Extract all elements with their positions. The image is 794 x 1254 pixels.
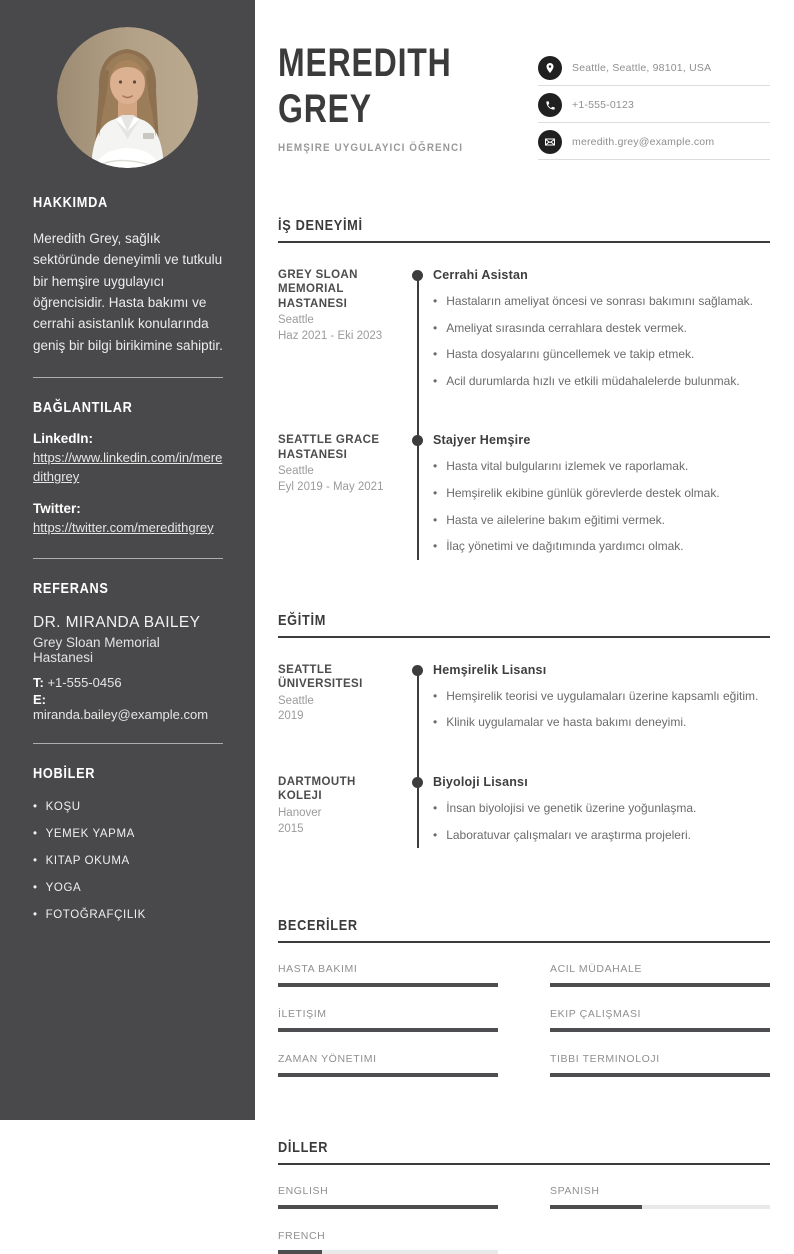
- skill-bar-fill: [278, 1073, 498, 1077]
- hobby-item: • YOGA: [33, 882, 223, 894]
- hobby-list: [33, 801, 223, 921]
- entry-detail: [406, 775, 770, 854]
- contact-row-email: [538, 130, 770, 160]
- sidebar: [0, 0, 255, 1120]
- skill-bar-fill: [550, 1028, 770, 1032]
- email-value: miranda.bailey@example.com: [33, 707, 209, 723]
- experience-section: [278, 217, 770, 566]
- education-section: [278, 612, 770, 854]
- avatar-illustration: [57, 27, 198, 168]
- school-location: Hanover: [278, 806, 322, 819]
- language-bar: [278, 1250, 498, 1254]
- email-prefix: E:: [33, 692, 46, 708]
- link-item-linkedin: [33, 431, 223, 487]
- hobby-item: • KOŞU: [33, 801, 223, 813]
- phone-icon: [538, 93, 562, 117]
- contact-block: [538, 56, 770, 167]
- job-title: Stajyer Hemşire: [433, 433, 531, 448]
- languages-grid: [278, 1185, 770, 1254]
- experience-heading: İŞ DENEYİMİ: [278, 217, 363, 234]
- about-text: Meredith Grey, sağlık sektöründe deneyimli ve tutkulu bir hemşire uygulayıcı öğrencisidir. Hasta bakımı ve cerrahi asistanlık konularında geniş bir bilgi birikimine sahiptir.: [33, 231, 223, 353]
- experience-entry: [278, 268, 770, 400]
- skill-bar: [278, 1028, 498, 1032]
- links-heading: BAĞLANTILAR: [33, 398, 133, 416]
- entry-meta: [278, 433, 406, 565]
- reference-email: [33, 692, 223, 722]
- reference-phone: [33, 675, 223, 690]
- skill-item: [278, 1053, 498, 1077]
- languages-heading: DİLLER: [278, 1139, 329, 1157]
- school-name: DARTMOUTH KOLEJI: [278, 775, 356, 803]
- name-line-1: MEREDITH: [278, 41, 452, 85]
- skill-label: TIBBI TERMINOLOJI: [550, 1053, 660, 1066]
- bullet-item: • Klinik uygulamalar ve hasta bakımı deneyimi.: [433, 715, 770, 731]
- sidebar-divider: [33, 743, 223, 744]
- email-icon: [538, 130, 562, 154]
- skills-section: [278, 917, 770, 1077]
- bullet-item: • Hastaların ameliyat öncesi ve sonrası bakımını sağlamak.: [433, 294, 770, 310]
- language-item: [550, 1185, 770, 1209]
- skill-item: [278, 963, 498, 987]
- linkedin-link[interactable]: https://www.linkedin.com/in/meredithgrey: [33, 449, 223, 485]
- bullet-item: • İnsan biyolojisi ve genetik üzerine yoğunlaşma.: [433, 801, 770, 817]
- language-item: [278, 1185, 498, 1209]
- section-rule: [278, 1163, 770, 1165]
- degree-bullets: [433, 801, 770, 843]
- school-dates: 2019: [278, 710, 304, 723]
- skill-item: [550, 1053, 770, 1077]
- reference-org: Grey Sloan Memorial Hastanesi: [33, 635, 160, 666]
- languages-section: [278, 1139, 770, 1254]
- skill-label: İLETIŞIM: [278, 1008, 327, 1021]
- header: [278, 40, 770, 167]
- entry-detail: [406, 663, 770, 742]
- skill-bar-fill: [278, 983, 498, 987]
- contact-row-location: [538, 56, 770, 86]
- reference-heading: REFERANS: [33, 580, 109, 598]
- language-label: FRENCH: [278, 1230, 326, 1243]
- bullet-item: • Ameliyat sırasında cerrahlara destek vermek.: [433, 321, 770, 337]
- hobby-item: • KITAP OKUMA: [33, 855, 223, 867]
- language-bar-fill: [278, 1205, 498, 1209]
- job-bullets: [433, 459, 770, 554]
- language-label: ENGLISH: [278, 1185, 329, 1198]
- about-section: [33, 194, 223, 356]
- job-title: Cerrahi Asistan: [433, 268, 528, 282]
- skill-label: HASTA BAKIMI: [278, 963, 358, 976]
- reference-section: [33, 580, 223, 722]
- language-bar: [278, 1205, 498, 1209]
- link-label: Twitter:: [33, 500, 81, 516]
- school-dates: 2015: [278, 822, 304, 835]
- phone-prefix: T:: [33, 675, 44, 691]
- skill-bar-fill: [278, 1028, 498, 1032]
- name-block: [278, 40, 495, 167]
- degree-title: Hemşirelik Lisansı: [433, 662, 547, 677]
- school-location: Seattle: [278, 694, 314, 707]
- bullet-item: • Hasta vital bulgularını izlemek ve raporlamak.: [433, 459, 770, 475]
- location-text: Seattle, Seattle, 98101, USA: [572, 62, 712, 74]
- bullet-item: • Hasta ve ailelerine bakım eğitimi vermek.: [433, 513, 770, 529]
- profile-photo: [57, 27, 198, 168]
- bullet-item: • Hasta dosyalarını güncellemek ve takip etmek.: [433, 347, 770, 363]
- language-label: SPANISH: [550, 1185, 600, 1198]
- experience-entry: [278, 433, 770, 565]
- link-item-twitter: [33, 501, 223, 538]
- language-item: [278, 1230, 498, 1254]
- skill-bar: [550, 1028, 770, 1032]
- hobbies-section: [33, 765, 223, 921]
- bullet-item: • İlaç yönetimi ve dağıtımında yardımcı olmak.: [433, 539, 770, 555]
- reference-name: DR. MIRANDA BAILEY: [33, 614, 201, 632]
- section-rule: [278, 636, 770, 638]
- section-rule: [278, 941, 770, 943]
- bullet-item: • Acil durumlarda hızlı ve etkili müdahalelerde bulunmak.: [433, 374, 770, 390]
- language-bar-fill: [550, 1205, 642, 1209]
- hobbies-heading: HOBİLER: [33, 765, 96, 783]
- link-label: LinkedIn:: [33, 430, 93, 446]
- entry-meta: [278, 663, 406, 742]
- entry-detail: [406, 268, 770, 400]
- bullet-item: • Laboratuvar çalışmaları ve araştırma projeleri.: [433, 828, 770, 844]
- hobby-item: • FOTOĞRAFÇILIK: [33, 909, 223, 921]
- skill-bar: [278, 1073, 498, 1077]
- skill-bar-fill: [550, 983, 770, 987]
- skill-bar: [550, 1073, 770, 1077]
- skill-bar: [278, 983, 498, 987]
- language-bar: [550, 1205, 770, 1209]
- company-location: Seattle: [278, 314, 314, 327]
- skills-grid: [278, 963, 770, 1077]
- name-line-2: GREY: [278, 87, 372, 132]
- email-text: meredith.grey@example.com: [572, 136, 715, 148]
- links-section: [33, 399, 223, 538]
- bullet-item: • Hemşirelik ekibine günlük görevlerde destek olmak.: [433, 486, 770, 502]
- bullet-item: • Hemşirelik teorisi ve uygulamaları üzerine kapsamlı eğitim.: [433, 689, 770, 705]
- phone-text: +1-555-0123: [572, 99, 635, 111]
- skill-label: ACIL MÜDAHALE: [550, 963, 643, 976]
- degree-bullets: [433, 689, 770, 731]
- sidebar-divider: [33, 558, 223, 559]
- skill-item: [278, 1008, 498, 1032]
- skills-heading: BECERİLER: [278, 917, 358, 935]
- main-content: [255, 0, 794, 1243]
- degree-title: Biyoloji Lisansı: [433, 774, 528, 789]
- education-heading: EĞİTİM: [278, 611, 326, 629]
- contact-row-phone: [538, 93, 770, 123]
- education-entry: [278, 775, 770, 854]
- sidebar-divider: [33, 377, 223, 378]
- company-name: GREY SLOAN MEMORIAL HASTANESI: [278, 269, 358, 310]
- company-name: SEATTLE GRACE HASTANESI: [278, 434, 380, 461]
- location-icon: [538, 56, 562, 80]
- language-bar-fill: [278, 1250, 322, 1254]
- education-entry: [278, 663, 770, 742]
- skill-bar-fill: [550, 1073, 770, 1077]
- entry-detail: [406, 433, 770, 565]
- company-location: Seattle: [278, 465, 314, 478]
- skill-label: ZAMAN YÖNETIMI: [278, 1053, 377, 1066]
- company-dates: Haz 2021 - Eki 2023: [278, 330, 383, 343]
- skill-item: [550, 963, 770, 987]
- section-rule: [278, 241, 770, 243]
- company-dates: Eyl 2019 - May 2021: [278, 481, 384, 494]
- entry-meta: [278, 775, 406, 854]
- skill-label: EKIP ÇALIŞMASI: [550, 1008, 642, 1021]
- twitter-link[interactable]: https://twitter.com/meredithgrey: [33, 519, 214, 535]
- phone-value: +1-555-0456: [43, 675, 122, 691]
- school-name: SEATTLE ÜNIVERSITESI: [278, 663, 363, 691]
- education-timeline: [278, 663, 770, 854]
- skill-bar: [550, 983, 770, 987]
- job-bullets: [433, 294, 770, 389]
- hobby-item: • YEMEK YAPMA: [33, 828, 223, 840]
- job-subtitle: HEMŞIRE UYGULAYICI ÖĞRENCI: [278, 141, 464, 154]
- entry-meta: [278, 268, 406, 400]
- experience-timeline: [278, 268, 770, 566]
- about-heading: HAKKIMDA: [33, 194, 108, 211]
- skill-item: [550, 1008, 770, 1032]
